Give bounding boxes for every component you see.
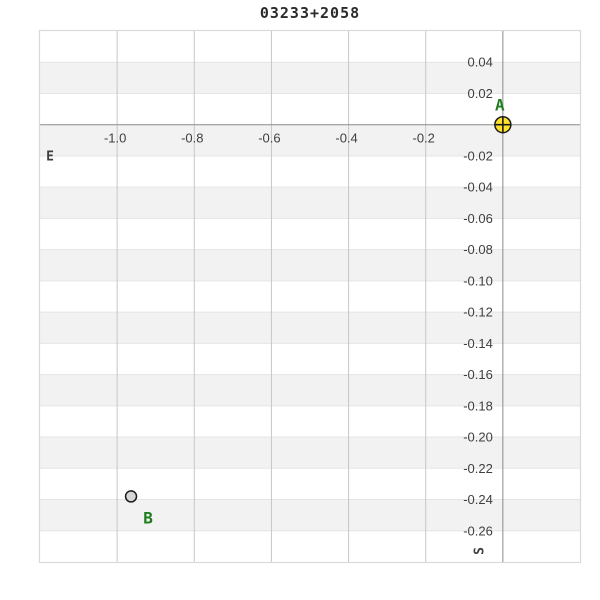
- plot-band: [40, 62, 580, 93]
- plot-band: [40, 250, 580, 281]
- plot-band: [40, 312, 580, 343]
- x-tick-label: -0.6: [258, 130, 281, 146]
- point-label-b: B: [143, 508, 153, 528]
- y-tick-label: 0.02: [467, 85, 493, 101]
- y-tick-label: -0.12: [463, 304, 493, 320]
- x-tick-label: -0.2: [412, 130, 435, 146]
- y-tick-label: -0.26: [463, 523, 493, 539]
- plot-band: [40, 375, 580, 406]
- direction-label-e: E: [46, 149, 54, 165]
- y-tick-label: -0.20: [463, 429, 493, 445]
- plot-band: [40, 468, 580, 499]
- chart-title: 03233+2058: [259, 4, 361, 22]
- y-tick-label: 0.04: [467, 54, 493, 70]
- plot-band: [40, 500, 580, 531]
- plot-band: [40, 437, 580, 468]
- y-tick-label: -0.06: [463, 210, 493, 226]
- data-point-b: [126, 491, 137, 502]
- plot-band: [40, 281, 580, 312]
- point-label-a: A: [495, 95, 505, 115]
- y-tick-label: -0.18: [463, 398, 493, 414]
- plot-band: [40, 31, 580, 62]
- plot-band: [40, 156, 580, 187]
- y-tick-label: -0.02: [463, 148, 493, 164]
- y-tick-label: -0.14: [463, 335, 493, 351]
- y-tick-label: -0.08: [463, 242, 493, 258]
- x-tick-label: -0.8: [181, 130, 204, 146]
- plot-band: [40, 343, 580, 374]
- y-tick-label: -0.04: [463, 179, 493, 195]
- y-tick-label: -0.22: [463, 460, 493, 476]
- plot-band: [40, 406, 580, 437]
- y-tick-label: -0.16: [463, 367, 493, 383]
- direction-label-s: S: [472, 547, 488, 555]
- plot-band: [40, 218, 580, 249]
- y-tick-label: -0.10: [463, 273, 493, 289]
- x-tick-label: -0.4: [335, 130, 358, 146]
- y-tick-label: -0.24: [463, 492, 493, 508]
- plot-band: [40, 531, 580, 562]
- plot-band: [40, 187, 580, 218]
- x-tick-label: -1.0: [103, 130, 127, 146]
